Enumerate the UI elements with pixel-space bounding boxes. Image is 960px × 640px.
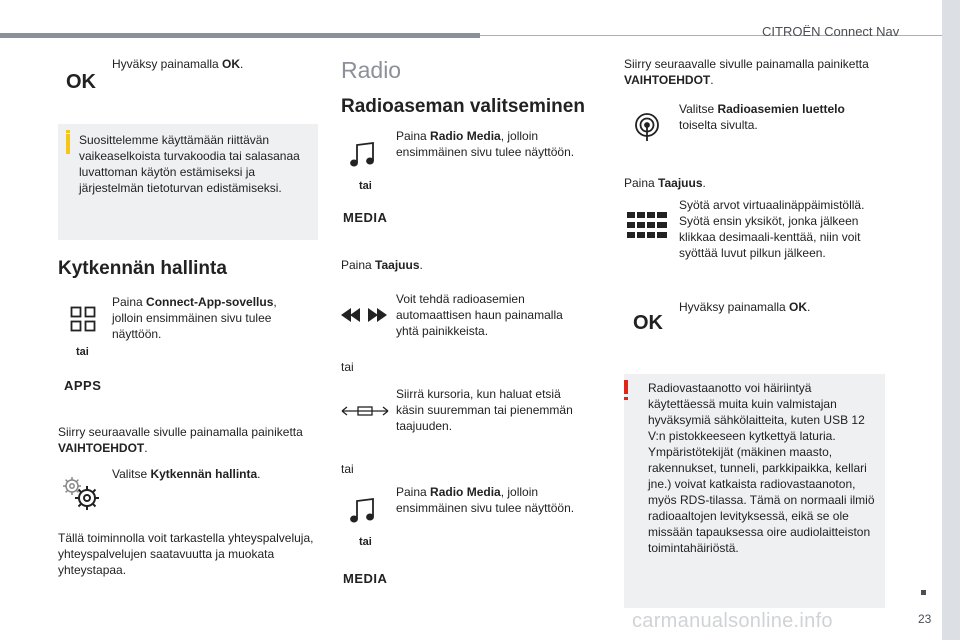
page-edge-tab: [942, 0, 960, 640]
tai-label: tai: [341, 360, 354, 374]
tai-label: tai: [359, 536, 372, 548]
ok-icon: OK: [66, 71, 96, 93]
music-note-icon: [350, 497, 376, 530]
info-text: Suosittelemme käyttämään riittävän vaikeaselkoista turvakoodia tai salasanaa luvattoman käytön estämiseksi ja järjestelmän tietoturvan edistämiseksi.: [79, 133, 300, 195]
ok-instruction-2: Hyväksy painamalla OK.: [679, 300, 811, 314]
apps-grid-icon: [70, 306, 96, 337]
manual-search-instruction: Siirrä kursoria, kun haluat etsiä käsin suuremman tai pienemmän taajuuden.: [396, 387, 573, 433]
frequency-paragraph: Paina Taajuus.: [341, 258, 423, 272]
header-title: CITROËN Connect Nav: [762, 24, 900, 39]
info-icon: [66, 134, 70, 154]
tai-label: tai: [76, 346, 89, 358]
header-bar: [0, 33, 480, 38]
continue-marker: [921, 590, 926, 595]
apps-button-label: APPS: [64, 378, 102, 393]
frequency-paragraph-2: Paina Taajuus.: [624, 176, 706, 190]
connection-description: Tällä toiminnolla voit tarkastella yhteyspalveluja, yhteyspalvelujen saatavuutta ja muokata yhteystapaa.: [58, 531, 314, 577]
tai-label: tai: [359, 180, 372, 192]
warning-box: [624, 374, 885, 608]
warning-icon: [624, 380, 628, 394]
ok-icon: OK: [633, 312, 663, 334]
connect-app-instruction: Paina Connect-App-sovellus, jolloin ensimmäinen sivu tulee näyttöön.: [112, 295, 277, 341]
page-number: 23: [918, 612, 932, 626]
ok-instruction: Hyväksy painamalla OK.: [112, 57, 244, 71]
radio-media-instruction: Paina Radio Media, jolloin ensimmäinen sivu tulee näyttöön.: [396, 129, 575, 159]
radio-title: Radio: [341, 57, 402, 83]
tai-label: tai: [341, 462, 354, 476]
music-note-icon: [350, 141, 376, 174]
seek-arrows-icon: [341, 306, 387, 329]
radio-media-instruction-2: Paina Radio Media, jolloin ensimmäinen sivu tulee näyttöön.: [396, 485, 575, 515]
warning-text: Radiovastaanotto voi häiriintyä käytettäessä muita kuin valmistajan hyväksymiä sähkölaitteita, kuten USB 12 V:n pistokkeeseen kytkettyä laturia. Ympäristötekijät (mäkinen maasto, rakennukset, tunneli, parkkipaikka, kellari jne.) voivat katkaista radiovastaanoton, myös RDS-tilassa. Tämä on normaali ilmiö radioaaltojen levityksessä, eikä se ole missään tapauksessa oire audiolaitteiston toimintahäiriöstä.: [648, 381, 875, 555]
options-paragraph-2: Siirry seuraavalle sivulle painamalla painiketta VAIHTOEHDOT.: [624, 57, 869, 87]
media-button-label: MEDIA: [343, 571, 388, 586]
options-paragraph: Siirry seuraavalle sivulle painamalla painiketta VAIHTOEHDOT.: [58, 425, 303, 455]
virtual-keypad-icon: [627, 212, 667, 243]
watermark: carmanualsonline.info: [632, 610, 833, 632]
section-heading-connection: Kytkennän hallinta: [58, 258, 227, 279]
warning-icon-dot: [624, 397, 628, 400]
info-box: [58, 124, 318, 240]
radio-station-icon: [632, 112, 662, 147]
frequency-slider-icon: [341, 404, 389, 423]
connection-management-instruction: Valitse Kytkennän hallinta.: [112, 467, 261, 481]
media-button-label: MEDIA: [343, 210, 388, 225]
section-heading-station-select: Radioaseman valitseminen: [341, 96, 585, 117]
auto-search-instruction: Voit tehdä radioasemien automaattisen haun painamalla yhtä painikkeista.: [396, 292, 563, 338]
keypad-instruction: Syötä arvot virtuaalinäppäimistöllä. Syötä ensin yksiköt, jonka jälkeen klikkaa desimaali-kenttää, niin voit syöttää luvut pilkun jälkeen.: [679, 198, 865, 260]
station-list-instruction: Valitse Radioasemien luettelo toiselta sivulta.: [679, 102, 845, 132]
settings-gears-icon: [60, 474, 102, 519]
info-icon-dot: [66, 130, 70, 133]
